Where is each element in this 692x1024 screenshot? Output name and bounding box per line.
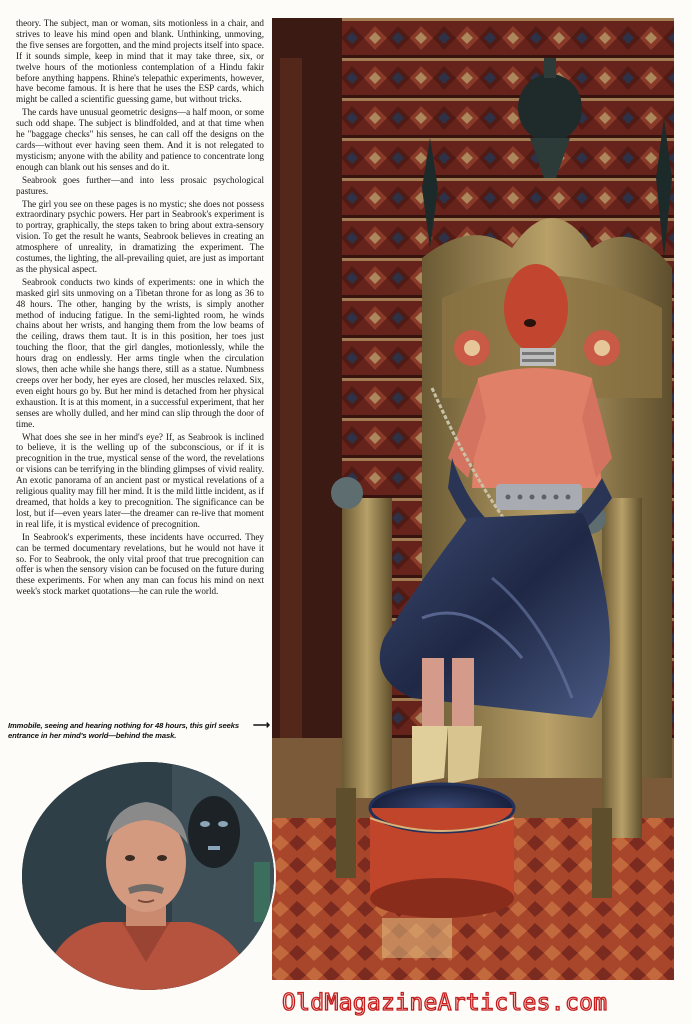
photo-caption-text: Immobile, seeing and hearing nothing for 48 hours, this girl seeks entrance in her mind's world—behind the mask. bbox=[8, 721, 239, 740]
article-paragraph-3: Seabrook goes further—and into less prosaic psychological pastures. bbox=[16, 174, 264, 196]
article-paragraph-1: theory. The subject, man or woman, sits motionless in a chair, and strives to leave his mind open and blank. Unthinking, unmoving, the five senses are forgotten, and the mind projects itself into space. If it sounds simple, keep in mind that it may take three, six, or twelve hours of the motionless contemplation of a Hindu fakir before anything happens. Rhine's telepathic experiments, however, have become famous. It is here that he uses the ESP cards, which might be called a scientific guessing game, but without tricks. bbox=[16, 18, 264, 105]
portrait-illustration bbox=[22, 762, 274, 990]
site-watermark: OldMagazineArticles.com bbox=[282, 990, 608, 1016]
article-paragraph-7: In Seabrook's experiments, these incidents have occurred. They can be termed documentary revelations, but he would not have it so. For to Seabrook, the only vital proof that true precognition can offer is when the sensory vision can be focused on the future during these experiments. For when any man can focus his mind on next week's stock market quotations—he can rule the world. bbox=[16, 531, 264, 597]
photo-caption bbox=[8, 718, 270, 741]
article-text-column bbox=[16, 18, 264, 599]
article-paragraph-4: The girl you see on these pages is no mystic; she does not possess extraordinary psychic powers. Her part in Seabrook's experiment is to portray, graphically, the steps taken to bring about extra-sensory vision. To get the result he wants, Seabrook believes in creating an atmosphere of unreality, in dramatizing the experiment. The costumes, the lighting, the all-prevailing quiet, are just as important as the physical aspect. bbox=[16, 198, 264, 274]
author-portrait bbox=[20, 760, 276, 992]
main-photograph bbox=[272, 18, 674, 980]
article-paragraph-6: What does she see in her mind's eye? If, as Seabrook is inclined to believe, it is the welling up of the subconscious, or if it is precognition in the true, mystical sense of the word, the revelations or visions can be terrifying in the blinding glimpses of vivid reality. An exotic panorama of an ancient past or mystical revelations of a religious quality may fill her mind. It is the mild little incident, as if dreamed, that holds a key to precognition. The significance can be lost, but if—even years later—the dreamer can re-live that moment in real life, it is mystical evidence of precognition. bbox=[16, 431, 264, 529]
article-paragraph-2: The cards have unusual geometric designs—a half moon, or some such odd shape. The subject is blindfolded, and at that time when he "baggage checks" his senses, he can call off the designs on the cards—without ever having seen them. And it is not relegated to mysticism; anyone with the ability and patience to concentrate long enough can blank out his senses and do it. bbox=[16, 107, 264, 172]
throne-scene-illustration bbox=[272, 18, 674, 980]
article-paragraph-5: Seabrook conducts two kinds of experiments: one in which the masked girl sits unmoving on a Tibetan throne for as long as 36 to 48 hours. The other, hanging by the wrists, is simply another method of inducing fatigue. In the semi-lighted room, he winds chains about her wrists, and hanging them from the low beams of the ceiling, draws them taut. It is in this position, her toes just touching the floor, that the girl dangles, motionlessly, while the hours drag on endlessly. Her arms tingle when the circulation slows, then ache while she hangs there, still as a statue. Numbness creeps over her body, her eyes are closed, her muscles relaxed. Six, even eight hours go by. But her mind is detached from her physical exhaustion. It is at this moment, in a successful experiment, that her senses are wholly dulled, and her mind can slip through the door of time. bbox=[16, 276, 264, 429]
caption-arrow-icon: ⟶ bbox=[252, 718, 270, 732]
